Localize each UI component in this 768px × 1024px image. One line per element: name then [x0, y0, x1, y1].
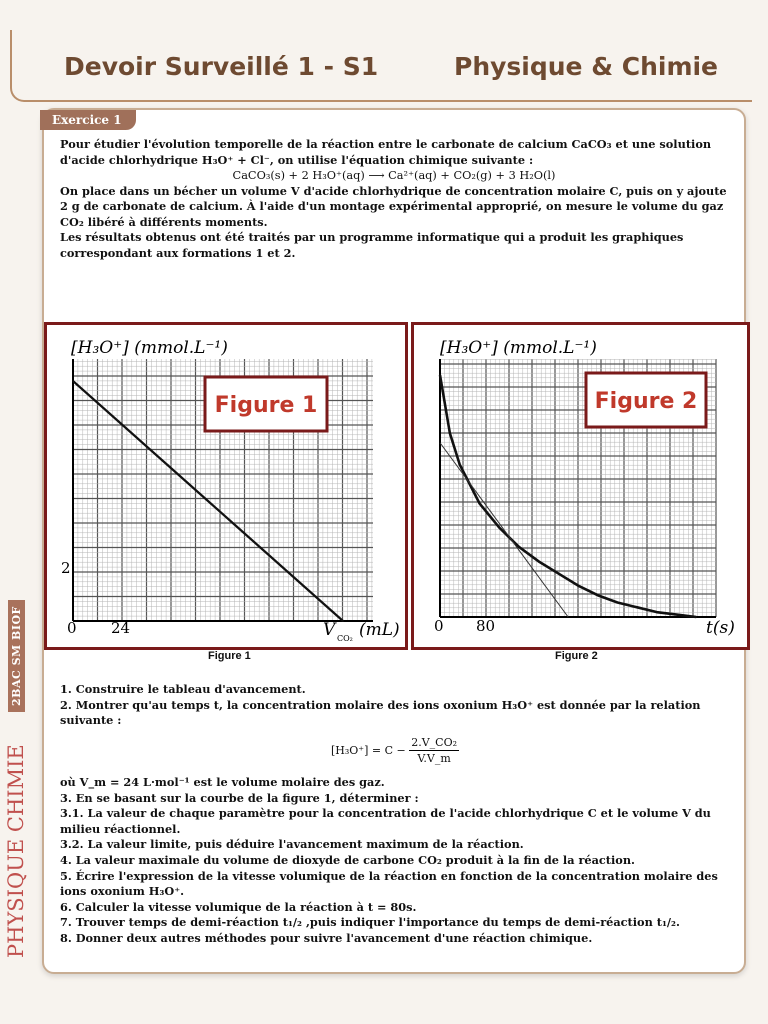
- question-7: 7. Trouver temps de demi-réaction t₁/₂ ,puis indiquer l'importance du temps de demi-réaction t₁/₂.: [60, 915, 680, 930]
- figure-1-point: [342, 620, 344, 622]
- figure-1-point: [315, 596, 317, 598]
- subject-title: Physique & Chimie: [454, 52, 719, 81]
- figure-1-ylabel: [H₃O⁺] (mmol.L⁻¹): [71, 338, 228, 358]
- figure-1-frame: [44, 322, 408, 650]
- formula-numerator: 2.V_CO₂: [409, 735, 459, 752]
- figure-2-point: [459, 464, 461, 466]
- figure-1-xlabel: V: [323, 620, 336, 640]
- question-1: 1. Construire le tableau d'avancement.: [60, 682, 306, 696]
- figure-2-point: [577, 585, 579, 587]
- concentration-formula: [60, 735, 730, 767]
- figure-2-point: [449, 432, 451, 434]
- exercise-intro: [60, 137, 728, 261]
- question-3-2: 3.2. La valeur limite, puis déduire l'avancement maximum de la réaction.: [60, 837, 524, 852]
- exam-title: Devoir Surveillé 1 - S1: [64, 52, 379, 81]
- question-5: 5. Écrire l'expression de la vitesse volumique de la réaction en fonction de la concentration molaire des ions oxonium H₃O⁺.: [60, 868, 718, 899]
- figure-1-point: [234, 524, 236, 526]
- formula-lhs: [H₃O⁺] = C −: [330, 743, 406, 757]
- figure-1-xunit: (mL): [359, 620, 400, 640]
- figure-1-point: [99, 404, 101, 406]
- figure-1-x-tick: 24: [111, 619, 131, 637]
- question-4: 4. La valeur maximale du volume de dioxyde de carbone CO₂ produit à la fin de la réaction.: [60, 852, 635, 867]
- question-8: 8. Donner deux autres méthodes pour suivre l'avancement d'une réaction chimique.: [60, 930, 593, 945]
- formula-denominator: V.V_m: [417, 752, 451, 766]
- figure-1-caption: Figure 1: [208, 650, 251, 662]
- figure-1-y-tick: 2: [61, 559, 71, 577]
- figure-1-tag-text: Figure 1: [214, 393, 318, 418]
- figure-1-point: [180, 476, 182, 478]
- figure-2-point: [518, 546, 520, 548]
- figure-2-point: [636, 607, 638, 609]
- figure-1-xlabel-sub: CO₂: [337, 634, 353, 643]
- figure-1-tag: [205, 377, 327, 431]
- intro-paragraph-1: Pour étudier l'évolution temporelle de la réaction entre le carbonate de calcium CaCO₃ et une solution d'acide chlorhydrique H₃O⁺ + Cl⁻, on utilise l'équation chimique suivante :: [60, 137, 712, 167]
- figure-2-point: [597, 594, 599, 596]
- exercise-label: Exercice 1: [40, 110, 136, 130]
- figure-2-point: [538, 561, 540, 563]
- figure-2-tag-text: Figure 2: [594, 389, 698, 414]
- question-2: 2. Montrer qu'au temps t, la concentration molaire des ions oxonium H₃O⁺ est donnée par la relation suivante :: [60, 697, 701, 728]
- question-3-1: 3.1. La valeur de chaque paramètre pour la concentration de l'acide chlorhydrique C et le volume V du milieu réactionnel.: [60, 806, 711, 836]
- level-label: 2BAC SM BIOF: [8, 600, 25, 712]
- figure-2-x-origin: 0: [434, 617, 444, 635]
- figure-1-point: [153, 452, 155, 454]
- figure-2-ylabel: [H₃O⁺] (mmol.L⁻¹): [440, 338, 597, 358]
- figure-1-point: [261, 548, 263, 550]
- figure-1-point: [288, 572, 290, 574]
- formula-fraction: [409, 735, 459, 767]
- figure-1-chart: [47, 325, 405, 647]
- questions-list: [60, 682, 730, 947]
- intro-paragraph-2: On place dans un bécher un volume V d'acide chlorhydrique de concentration molaire C, puis on y ajoute 2 g de carbonate de calcium. À l'aide d'un montage expérimental approprié, on mesure le volume du gaz CO₂ libéré à différents moments.: [60, 183, 727, 229]
- intro-paragraph-3: Les résultats obtenus ont été traités par un programme informatique qui a produit les graphiques correspondant aux formations 1 et 2.: [60, 230, 684, 260]
- figure-1-x-origin: 0: [67, 619, 77, 637]
- question-2-note: où V_m = 24 L·mol⁻¹ est le volume molaire des gaz.: [60, 774, 385, 789]
- question-3: 3. En se basant sur la courbe de la figure 1, déterminer :: [60, 790, 419, 805]
- figure-2-xlabel: t(s): [706, 618, 735, 638]
- figure-2-point: [656, 611, 658, 613]
- figure-2-point: [439, 374, 441, 376]
- figure-2-caption: Figure 2: [555, 650, 598, 662]
- figure-1-point: [126, 428, 128, 430]
- figure-2-point: [617, 602, 619, 604]
- figure-2-x-tick: 80: [476, 617, 496, 635]
- figure-2-chart: [414, 325, 747, 647]
- page-header: [10, 30, 752, 102]
- figure-2-tag: [586, 373, 706, 427]
- figure-2-point: [498, 527, 500, 529]
- figure-2-frame: [411, 322, 750, 650]
- figure-2-point: [557, 573, 559, 575]
- figure-1-point: [207, 500, 209, 502]
- figure-1-point: [72, 380, 74, 382]
- question-6: 6. Calculer la vitesse volumique de la réaction à t = 80s.: [60, 899, 417, 914]
- figure-2-point: [695, 616, 697, 618]
- figure-2-point: [676, 614, 678, 616]
- subject-side-label: PHYSIQUE CHIMIE: [4, 744, 28, 958]
- chemical-equation: CaCO₃(s) + 2 H₃O⁺(aq) ⟶ Ca²⁺(aq) + CO₂(g) + 3 H₂O(l): [232, 169, 556, 182]
- figure-2-tangent-line: [440, 443, 568, 617]
- figure-2-point: [479, 502, 481, 504]
